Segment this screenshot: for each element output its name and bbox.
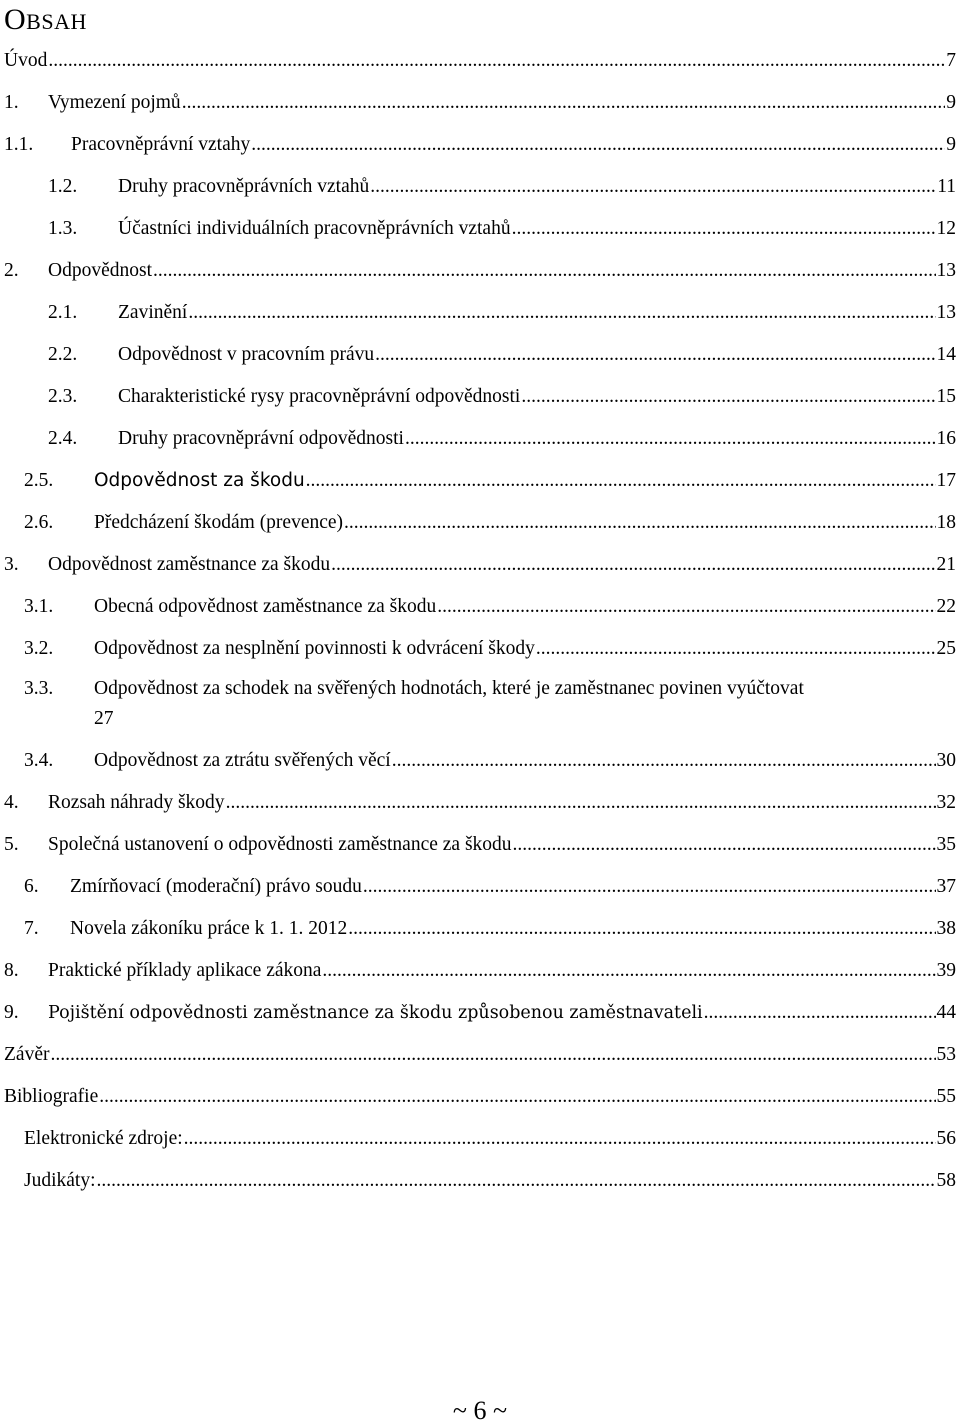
toc-leader-dots bbox=[513, 832, 936, 858]
toc-entry-title: Novela zákoníku práce k 1. 1. 2012 bbox=[70, 918, 348, 939]
toc-leader-dots bbox=[182, 90, 946, 116]
toc-leader-dots bbox=[306, 468, 936, 494]
toc-entry-page: 56 bbox=[936, 1128, 956, 1149]
toc-leader-dots bbox=[184, 1126, 936, 1152]
toc-entry-page: 44 bbox=[936, 1002, 956, 1023]
toc-entry-4[interactable] bbox=[4, 790, 956, 816]
toc-entry-2-5[interactable] bbox=[24, 468, 956, 494]
toc-entry-title: Odpovědnost v pracovním právu bbox=[118, 344, 375, 365]
toc-entry-3-2[interactable] bbox=[24, 636, 956, 662]
toc-leader-dots bbox=[331, 552, 935, 578]
toc-entry-title: Praktické příklady aplikace zákona bbox=[48, 960, 322, 981]
toc-entry-number: 3.1. bbox=[24, 596, 54, 617]
toc-entry-2-3[interactable] bbox=[48, 384, 956, 410]
toc-entry-1-1[interactable] bbox=[4, 132, 956, 158]
toc-entry-page: 18 bbox=[936, 512, 956, 533]
toc-entry-number: 2. bbox=[4, 260, 19, 281]
toc-entry-uvod[interactable] bbox=[4, 48, 956, 74]
toc-entry-number: 2.6. bbox=[24, 512, 54, 533]
toc-entry-page: 13 bbox=[936, 260, 956, 281]
toc-entry-title: Druhy pracovněprávních vztahů bbox=[118, 176, 370, 197]
toc-entry-page: 12 bbox=[936, 218, 956, 239]
toc-leader-dots bbox=[375, 342, 935, 368]
toc-entry-title: Předcházení škodám (prevence) bbox=[94, 512, 344, 533]
toc-entry-number: 1.3. bbox=[48, 218, 78, 239]
toc-entry-page: 38 bbox=[936, 918, 956, 939]
toc-leader-dots bbox=[153, 258, 936, 284]
toc-entry-title: Úvod bbox=[4, 50, 48, 71]
toc-leader-dots bbox=[392, 748, 936, 774]
toc-entry-title: Judikáty: bbox=[24, 1170, 96, 1191]
toc-entry-9[interactable] bbox=[4, 1000, 956, 1026]
toc-entry-3-4[interactable] bbox=[24, 748, 956, 774]
toc-entry-title: Obecná odpovědnost zaměstnance za škodu bbox=[94, 596, 437, 617]
toc-entry-number: 5. bbox=[4, 834, 19, 855]
toc-entry-page: 15 bbox=[936, 386, 956, 407]
toc-leader-dots bbox=[437, 594, 935, 620]
toc-entry-number: 2.3. bbox=[48, 386, 78, 407]
toc-leader-dots bbox=[348, 916, 935, 942]
toc-entry-number: 3.4. bbox=[24, 750, 54, 771]
toc-leader-dots bbox=[188, 300, 935, 326]
toc-entry-title: Závěr bbox=[4, 1044, 50, 1065]
toc-entry-3-3[interactable] bbox=[24, 674, 956, 734]
toc-entry-1[interactable] bbox=[4, 90, 956, 116]
toc-entry-page: 55 bbox=[936, 1086, 956, 1107]
toc-entry-1-2[interactable] bbox=[48, 174, 956, 200]
toc-entry-2-4[interactable] bbox=[48, 426, 956, 452]
toc-leader-dots bbox=[344, 510, 935, 536]
toc-entry-number: 1.2. bbox=[48, 176, 78, 197]
toc-entry-page: 53 bbox=[936, 1044, 956, 1065]
toc-entry-3[interactable] bbox=[4, 552, 956, 578]
toc-entry-page: 58 bbox=[936, 1170, 956, 1191]
page-title-rest: BSAH bbox=[26, 9, 87, 34]
toc-entry-number: 3.2. bbox=[24, 638, 54, 659]
toc-entry-title: Bibliografie bbox=[4, 1086, 99, 1107]
toc-entry-title: Druhy pracovněprávní odpovědnosti bbox=[118, 428, 404, 449]
toc-entry-6[interactable] bbox=[24, 874, 956, 900]
toc-entry-page: 13 bbox=[936, 302, 956, 323]
toc-leader-dots bbox=[704, 1000, 936, 1026]
toc-leader-dots bbox=[322, 958, 935, 984]
toc-entry-zaver[interactable] bbox=[4, 1042, 956, 1068]
toc-entry-number: 8. bbox=[4, 960, 19, 981]
toc-entry-page: 32 bbox=[936, 792, 956, 813]
toc-entry-title: Rozsah náhrady škody bbox=[48, 792, 225, 813]
toc-leader-dots bbox=[370, 174, 936, 200]
toc-entry-2-2[interactable] bbox=[48, 342, 956, 368]
toc-entry-page: 37 bbox=[936, 876, 956, 897]
toc-entry-title: Odpovědnost za škodu bbox=[94, 470, 305, 491]
toc-entry-5[interactable] bbox=[4, 832, 956, 858]
toc-entry-title: Vymezení pojmů bbox=[48, 92, 181, 113]
toc-entry-page: 39 bbox=[936, 960, 956, 981]
toc-entry-page: 25 bbox=[936, 638, 956, 659]
toc-entry-2[interactable] bbox=[4, 258, 956, 284]
toc-leader-dots bbox=[99, 1084, 935, 1110]
toc-entry-page: 22 bbox=[936, 596, 956, 617]
toc-entry-number: 9. bbox=[4, 1002, 19, 1023]
toc-entry-judikaty[interactable] bbox=[24, 1168, 956, 1194]
toc-entry-title: Odpovědnost zaměstnance za škodu bbox=[48, 554, 331, 575]
toc-entry-number: 2.5. bbox=[24, 470, 54, 491]
toc-entry-2-6[interactable] bbox=[24, 510, 956, 536]
toc-entry-bibliografie[interactable] bbox=[4, 1084, 956, 1110]
toc-entry-number: 1.1. bbox=[4, 134, 34, 155]
toc-entry-title: Pracovněprávní vztahy bbox=[71, 134, 251, 155]
toc-entry-title: Odpovědnost za nesplnění povinnosti k odvrácení škody bbox=[94, 638, 535, 659]
toc-entry-title: Charakteristické rysy pracovněprávní odpovědnosti bbox=[118, 386, 521, 407]
toc-entry-page: 7 bbox=[946, 50, 956, 71]
toc-leader-dots bbox=[536, 636, 936, 662]
toc-entry-title: Odpovědnost za ztrátu svěřených věcí bbox=[94, 750, 391, 771]
toc-entry-page: 14 bbox=[936, 344, 956, 365]
toc-leader-dots bbox=[405, 426, 936, 452]
toc-entry-title: Elektronické zdroje: bbox=[24, 1128, 183, 1149]
toc-entry-page: 17 bbox=[936, 470, 956, 491]
toc-leader-dots bbox=[521, 384, 935, 410]
toc-entry-number: 1. bbox=[4, 92, 19, 113]
toc-entry-page: 16 bbox=[936, 428, 956, 449]
toc-leader-dots bbox=[363, 874, 936, 900]
toc-entry-title: Zavinění bbox=[118, 302, 188, 323]
toc-entry-title: Odpovědnost za schodek na svěřených hodnotách, které je zaměstnanec povinen vyúčtovat bbox=[94, 678, 804, 699]
toc-entry-page: 9 bbox=[946, 134, 956, 155]
toc-entry-title: Zmírňovací (moderační) právo soudu bbox=[70, 876, 362, 897]
toc-entry-page: 30 bbox=[936, 750, 956, 771]
toc-entry-title: Pojištění odpovědnosti zaměstnance za škodu způsobenou zaměstnavateli bbox=[48, 1003, 703, 1023]
toc-leader-dots bbox=[48, 48, 945, 74]
toc-entry-number: 7. bbox=[24, 918, 39, 939]
toc-entry-page: 35 bbox=[936, 834, 956, 855]
toc-entry-number: 3. bbox=[4, 554, 19, 575]
toc-entry-7[interactable] bbox=[24, 916, 956, 942]
toc-entry-elektronicke-zdroje[interactable] bbox=[24, 1126, 956, 1152]
toc-entry-number: 2.4. bbox=[48, 428, 78, 449]
toc-entry-8[interactable] bbox=[4, 958, 956, 984]
toc-entry-2-1[interactable] bbox=[48, 300, 956, 326]
toc-entry-page: 11 bbox=[937, 176, 956, 197]
toc-leader-dots bbox=[97, 1168, 936, 1194]
toc-entry-number: 3.3. bbox=[24, 678, 54, 699]
toc-entry-1-3[interactable] bbox=[48, 216, 956, 242]
toc-entry-page: 27 bbox=[94, 708, 114, 729]
toc-entry-title: Účastníci individuálních pracovněprávních vztahů bbox=[118, 218, 511, 239]
toc-leader-dots bbox=[512, 216, 936, 242]
toc-entry-number: 4. bbox=[4, 792, 19, 813]
toc-leader-dots bbox=[251, 132, 945, 158]
page-title-initial: O bbox=[4, 3, 27, 36]
toc-leader-dots bbox=[226, 790, 936, 816]
page-number: ~ 6 ~ bbox=[452, 1396, 508, 1425]
toc-entry-3-1[interactable] bbox=[24, 594, 956, 620]
toc-entry-title: Odpovědnost bbox=[48, 260, 152, 281]
toc-leader-dots bbox=[50, 1042, 935, 1068]
toc-entry-number: 2.2. bbox=[48, 344, 78, 365]
toc-entry-number: 2.1. bbox=[48, 302, 78, 323]
toc-entry-title: Společná ustanovení o odpovědnosti zaměstnance za škodu bbox=[48, 834, 512, 855]
toc-entry-number: 6. bbox=[24, 876, 39, 897]
toc-entry-page: 9 bbox=[946, 92, 956, 113]
toc-entry-page: 21 bbox=[936, 554, 956, 575]
